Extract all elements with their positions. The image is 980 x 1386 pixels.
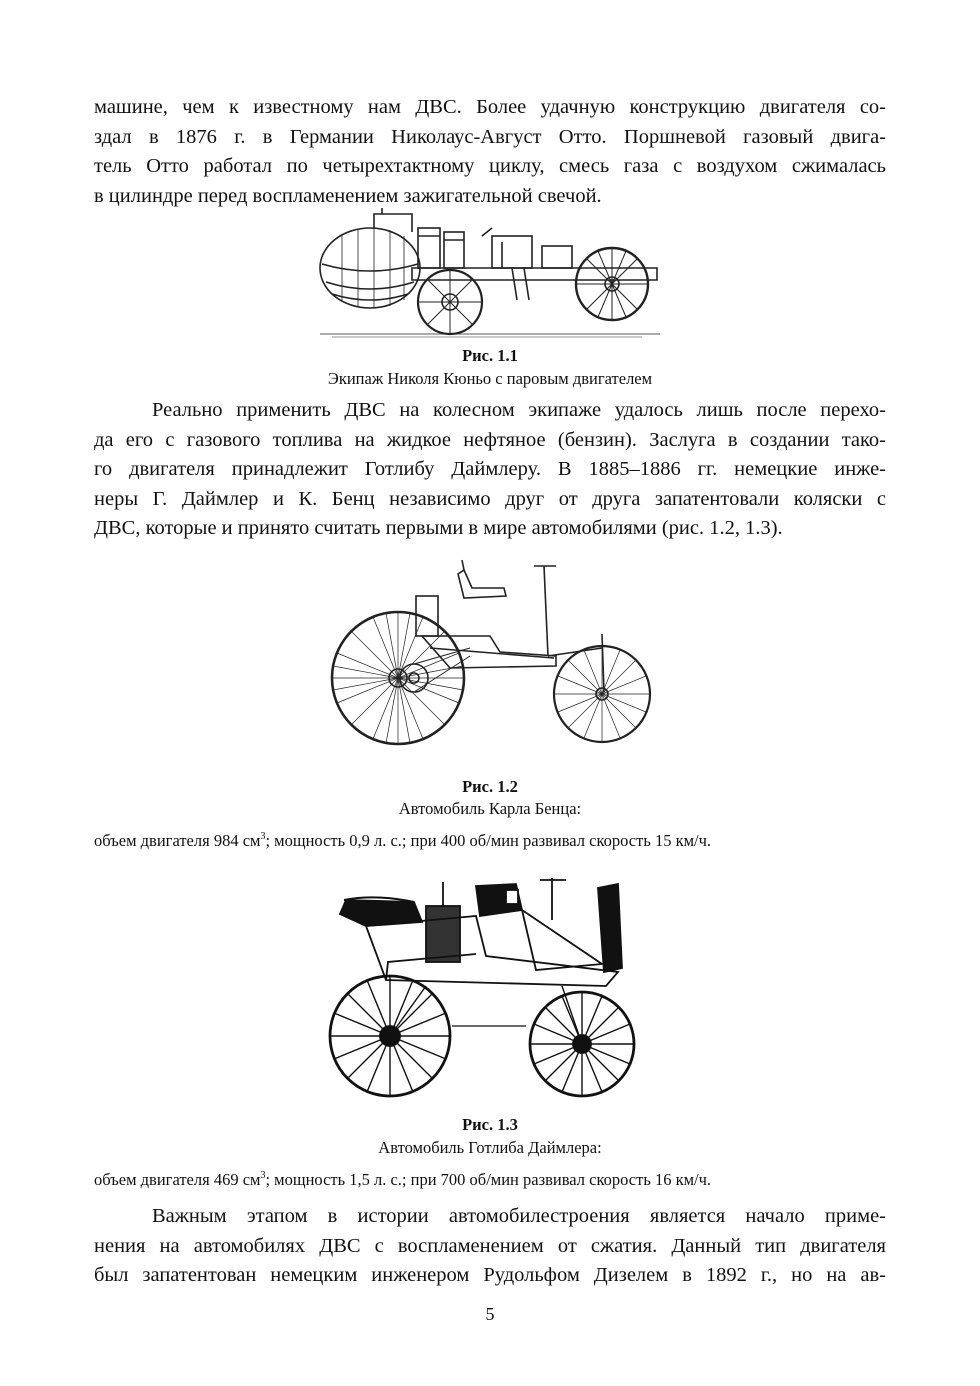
page-number: 5 <box>485 1304 495 1324</box>
text-line: машине, чем к известному нам ДВС. Более удачную конструкцию двигателя со- <box>94 96 886 118</box>
figure-daimler-carriage <box>326 876 642 1108</box>
spec-text: объем двигателя 984 см <box>94 831 261 850</box>
text-line: Реально применить ДВС на колесном экипаже удалось лишь после перехо- <box>152 399 886 421</box>
text-line: Важным этапом в истории автомобилестроения является начало приме- <box>152 1205 886 1227</box>
text-line: в цилиндре перед воспламенением зажигательной свечой. <box>94 184 602 207</box>
text-line: тель Отто работал по четырехтактному циклу, смесь газа с воздухом сжималась <box>94 155 886 177</box>
spec-text: объем двигателя 469 см <box>94 1170 261 1189</box>
text-line: неры Г. Даймлер и К. Бенц независимо друг от друга запатентовали коляски с <box>94 487 886 510</box>
paragraph-otto <box>94 93 886 211</box>
paragraph-first-automobiles <box>94 396 886 544</box>
figure-1-3-specs <box>94 1170 711 1190</box>
spec-superscript: 3 <box>260 831 266 842</box>
text-line: да его с газового топлива на жидкое нефтяное (бензин). Заслуга в создании тако- <box>94 428 886 451</box>
figure-1-2-caption: Автомобиль Карла Бенца: <box>398 799 582 818</box>
figure-1-2-label: Рис. 1.2 <box>462 777 518 796</box>
text-line: ДВС, которые и принято считать первыми в мире автомобилями (рис. 1.2, 1.3). <box>94 517 783 539</box>
text-line: здал в 1876 г. в Германии Николаус-Август Отто. Поршневой газовый двига- <box>94 125 886 148</box>
spec-text: ; мощность 1,5 л. с.; при 700 об/мин развивал скорость 16 км/ч. <box>265 1170 712 1189</box>
figure-1-2-specs <box>94 831 711 851</box>
text-line: го двигателя принадлежит Готлибу Даймлеру. В 1885–1886 гг. немецкие инже- <box>94 458 886 480</box>
figure-1-1-label: Рис. 1.1 <box>462 346 518 365</box>
spec-superscript: 3 <box>260 1170 266 1181</box>
figure-benz-motorwagen <box>330 552 656 764</box>
text-line: был запатентован немецким инженером Рудольфом Дизелем в 1892 г., но на ав- <box>94 1264 886 1286</box>
paragraph-diesel <box>94 1202 886 1291</box>
figure-1-3-caption: Автомобиль Готлиба Даймлера: <box>378 1138 602 1157</box>
text-line: нения на автомобилях ДВС с воспламенением от сжатия. Данный тип двигателя <box>94 1234 886 1257</box>
spec-text: ; мощность 0,9 л. с.; при 400 об/мин развивал скорость 15 км/ч. <box>265 831 712 850</box>
figure-1-1-caption: Экипаж Николя Кюньо с паровым двигателем <box>327 369 653 388</box>
figure-cugnot-carriage <box>312 206 668 340</box>
figure-1-3-label: Рис. 1.3 <box>462 1115 518 1134</box>
